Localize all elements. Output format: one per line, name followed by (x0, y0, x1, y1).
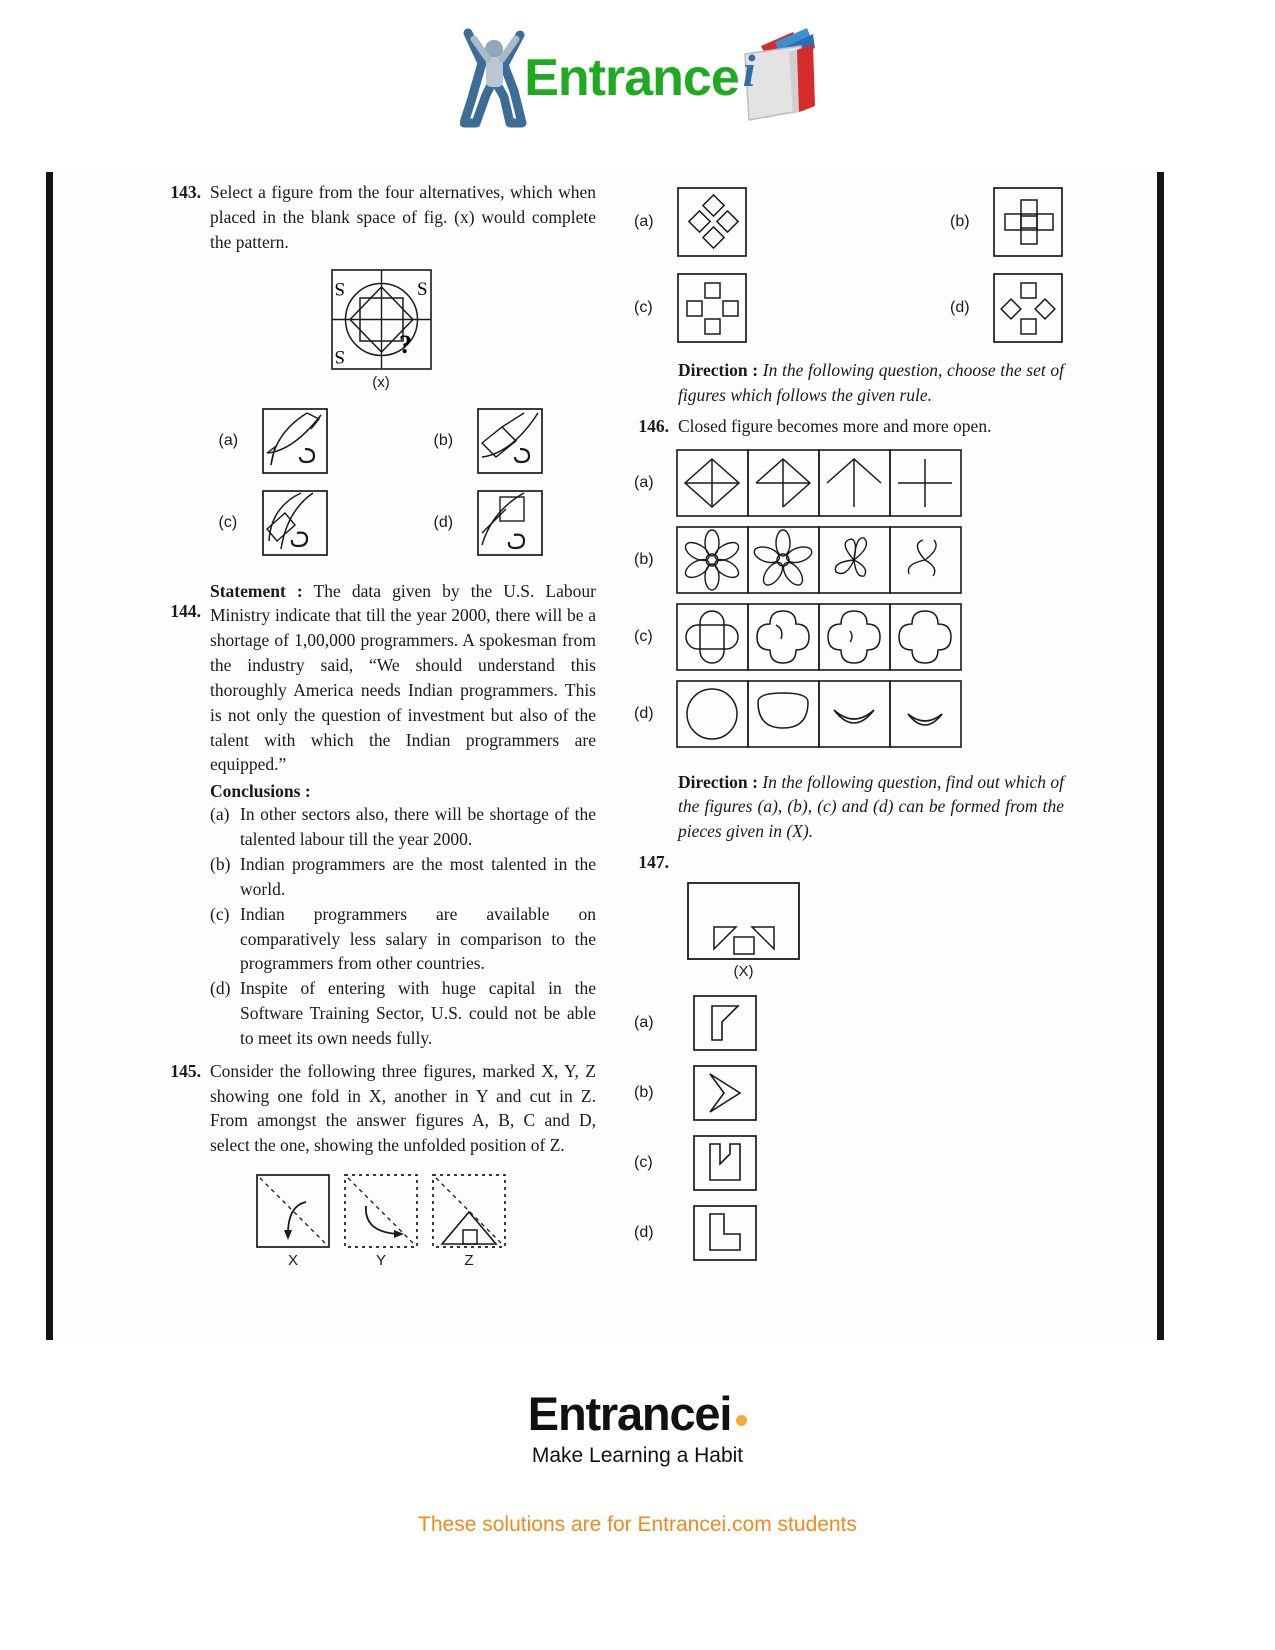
direction-2 (678, 770, 1064, 845)
q143-alt-option-a[interactable] (634, 186, 748, 258)
site-logo (0, 18, 1275, 138)
question-147-text (678, 850, 1064, 875)
direction-1 (678, 358, 1064, 408)
svg-text:S: S (333, 345, 345, 367)
q143-alt-option-d[interactable] (950, 272, 1064, 344)
q143-alt-a-label: (a) (634, 213, 654, 230)
figure-x-caption: (x) (372, 373, 390, 391)
footer-tagline: Make Learning a Habit (531, 1444, 744, 1467)
conclusion-c-label: (c) (210, 903, 230, 924)
logo-wordmark: Entrance (524, 49, 739, 107)
q146-row-d-label: (d) (634, 704, 654, 722)
fold-label-y: Y (375, 1252, 386, 1270)
question-147-figure-x (686, 881, 1064, 980)
footer-logo (0, 1387, 1275, 1468)
fold-figure-y (342, 1172, 420, 1269)
conclusion-item (210, 802, 596, 852)
q143-alt-option-c[interactable] (634, 272, 748, 344)
running-man-icon (460, 23, 530, 133)
footer-brand (0, 1387, 1275, 1440)
q147-option-d-label: (d) (634, 1223, 654, 1241)
q146-row-b-label: (b) (634, 550, 654, 568)
q143-option-c-label: (c) (218, 513, 238, 531)
page-edge-right (1157, 172, 1164, 1340)
conclusion-d-label: (d) (210, 978, 231, 999)
svg-text:?: ? (398, 329, 412, 359)
direction-1-label: Direction : (678, 360, 759, 380)
question-144-statement (210, 579, 596, 778)
page-edge-left (46, 172, 53, 1340)
direction-2-text: In the following question, find out which of the figures (a), (b), (c) and (d) can be formed from the pieces given in (X). (678, 771, 1064, 842)
conclusion-a-text: In other sectors also, there will be shortage of the talented labour till the year 2000. (240, 804, 596, 850)
conclusion-b-text: Indian programmers are the most talented in the world. (240, 853, 596, 899)
q143-alt-d-label: (d) (950, 299, 970, 316)
q147-option-c[interactable] (634, 1134, 1064, 1192)
footer-note: These solutions are for Entrancei.com students (418, 1513, 857, 1536)
q143-option-d-label: (d) (433, 513, 454, 531)
question-143 (166, 180, 596, 255)
conclusion-c-text: Indian programmers are available on comparatively less salary in comparison to the programmers from other countries. (240, 903, 596, 974)
question-144 (166, 579, 596, 778)
book-stack-icon (731, 26, 815, 130)
question-143-text: Select a figure from the four alternatives, which when placed in the blank space of fig. (x) would complete the pattern. (210, 182, 596, 252)
q143-alt-c-label: (c) (634, 299, 653, 316)
q147-option-d[interactable] (634, 1204, 1064, 1262)
footer-dot-icon (736, 1415, 747, 1426)
conclusion-b-label: (b) (210, 853, 231, 874)
q143-option-a-label: (a) (218, 431, 239, 449)
q143-alt-option-b[interactable] (950, 186, 1064, 258)
q143-option-d[interactable] (434, 489, 544, 557)
statement-text: The data given by the U.S. Labour Ministry indicate that till the year 2000, there will be a shortage of 1,00,000 programmers. A spokesman from the industry said, “We should understand this thoroughly America needs Indian programmers. This is not only the question of investment but also of the talent with which the Indian programmers are equipped.” (210, 580, 596, 775)
conclusion-item (210, 976, 596, 1051)
direction-1-text: In the following question, choose the set of figures which follows the given rule. (678, 360, 1064, 405)
q147-option-b[interactable] (634, 1064, 1064, 1122)
question-147-number: 147. (638, 852, 669, 873)
fold-label-z: Z (464, 1252, 474, 1270)
q147-option-b-label: (b) (634, 1083, 654, 1101)
question-146 (634, 414, 1064, 439)
question-147 (634, 850, 1064, 875)
question-143-number: 143. (170, 182, 201, 202)
q147-option-a[interactable] (634, 994, 1064, 1052)
q146-row-a-label: (a) (634, 473, 654, 491)
q147-option-a-label: (a) (634, 1013, 654, 1031)
q143-option-a[interactable] (219, 407, 329, 475)
question-144-number: 144. (170, 600, 201, 621)
q146-row-a[interactable] (634, 449, 1064, 517)
q146-row-b[interactable] (634, 526, 1064, 594)
fold-figure-z (430, 1172, 508, 1269)
conclusion-item (210, 902, 596, 977)
conclusions-list (210, 802, 596, 1050)
question-145-figures (166, 1172, 596, 1269)
logo-i-letter: i (742, 45, 756, 96)
question-145-text: Consider the following three figures, marked X, Y, Z showing one fold in X, another in Y and cut in Z. From amongst the answer figures A, B, C and D, select the one, showing the unfolded position of Z. (210, 1060, 596, 1156)
question-145-number: 145. (170, 1060, 201, 1081)
direction-2-label: Direction : (678, 771, 758, 792)
fold-label-x: X (287, 1252, 298, 1270)
question-146-number: 146. (638, 415, 669, 436)
q146-row-d[interactable] (634, 680, 1064, 748)
conclusion-item (210, 852, 596, 902)
conclusions-label: Conclusions : (210, 781, 311, 802)
q143-option-b-label: (b) (433, 431, 454, 449)
question-146-text: Closed figure becomes more and more open. (678, 415, 992, 436)
svg-text:S: S (333, 277, 345, 299)
conclusion-a-label: (a) (210, 804, 230, 825)
question-143-figure-x (166, 267, 596, 391)
q143-option-b[interactable] (434, 407, 544, 475)
fold-figure-x (254, 1172, 332, 1269)
q143-option-c[interactable] (219, 489, 329, 557)
statement-label: Statement : (210, 580, 303, 601)
q147-figure-caption: (X) (733, 962, 754, 980)
right-column (634, 180, 1064, 1269)
question-145 (166, 1059, 596, 1158)
question-146-figure-grid (634, 449, 1064, 748)
q146-row-c-label: (c) (634, 627, 653, 645)
conclusion-d-text: Inspite of entering with huge capital in the Software Training Sector, U.S. could not be able to meet its own needs fully. (240, 978, 596, 1048)
q143-alt-b-label: (b) (950, 213, 970, 230)
svg-text:S: S (416, 278, 428, 300)
left-column (166, 180, 596, 1269)
q147-option-c-label: (c) (634, 1153, 653, 1171)
scanned-page (46, 172, 1164, 1340)
footer-brand-text: Entrancei (527, 1387, 732, 1440)
q146-row-c[interactable] (634, 603, 1064, 671)
